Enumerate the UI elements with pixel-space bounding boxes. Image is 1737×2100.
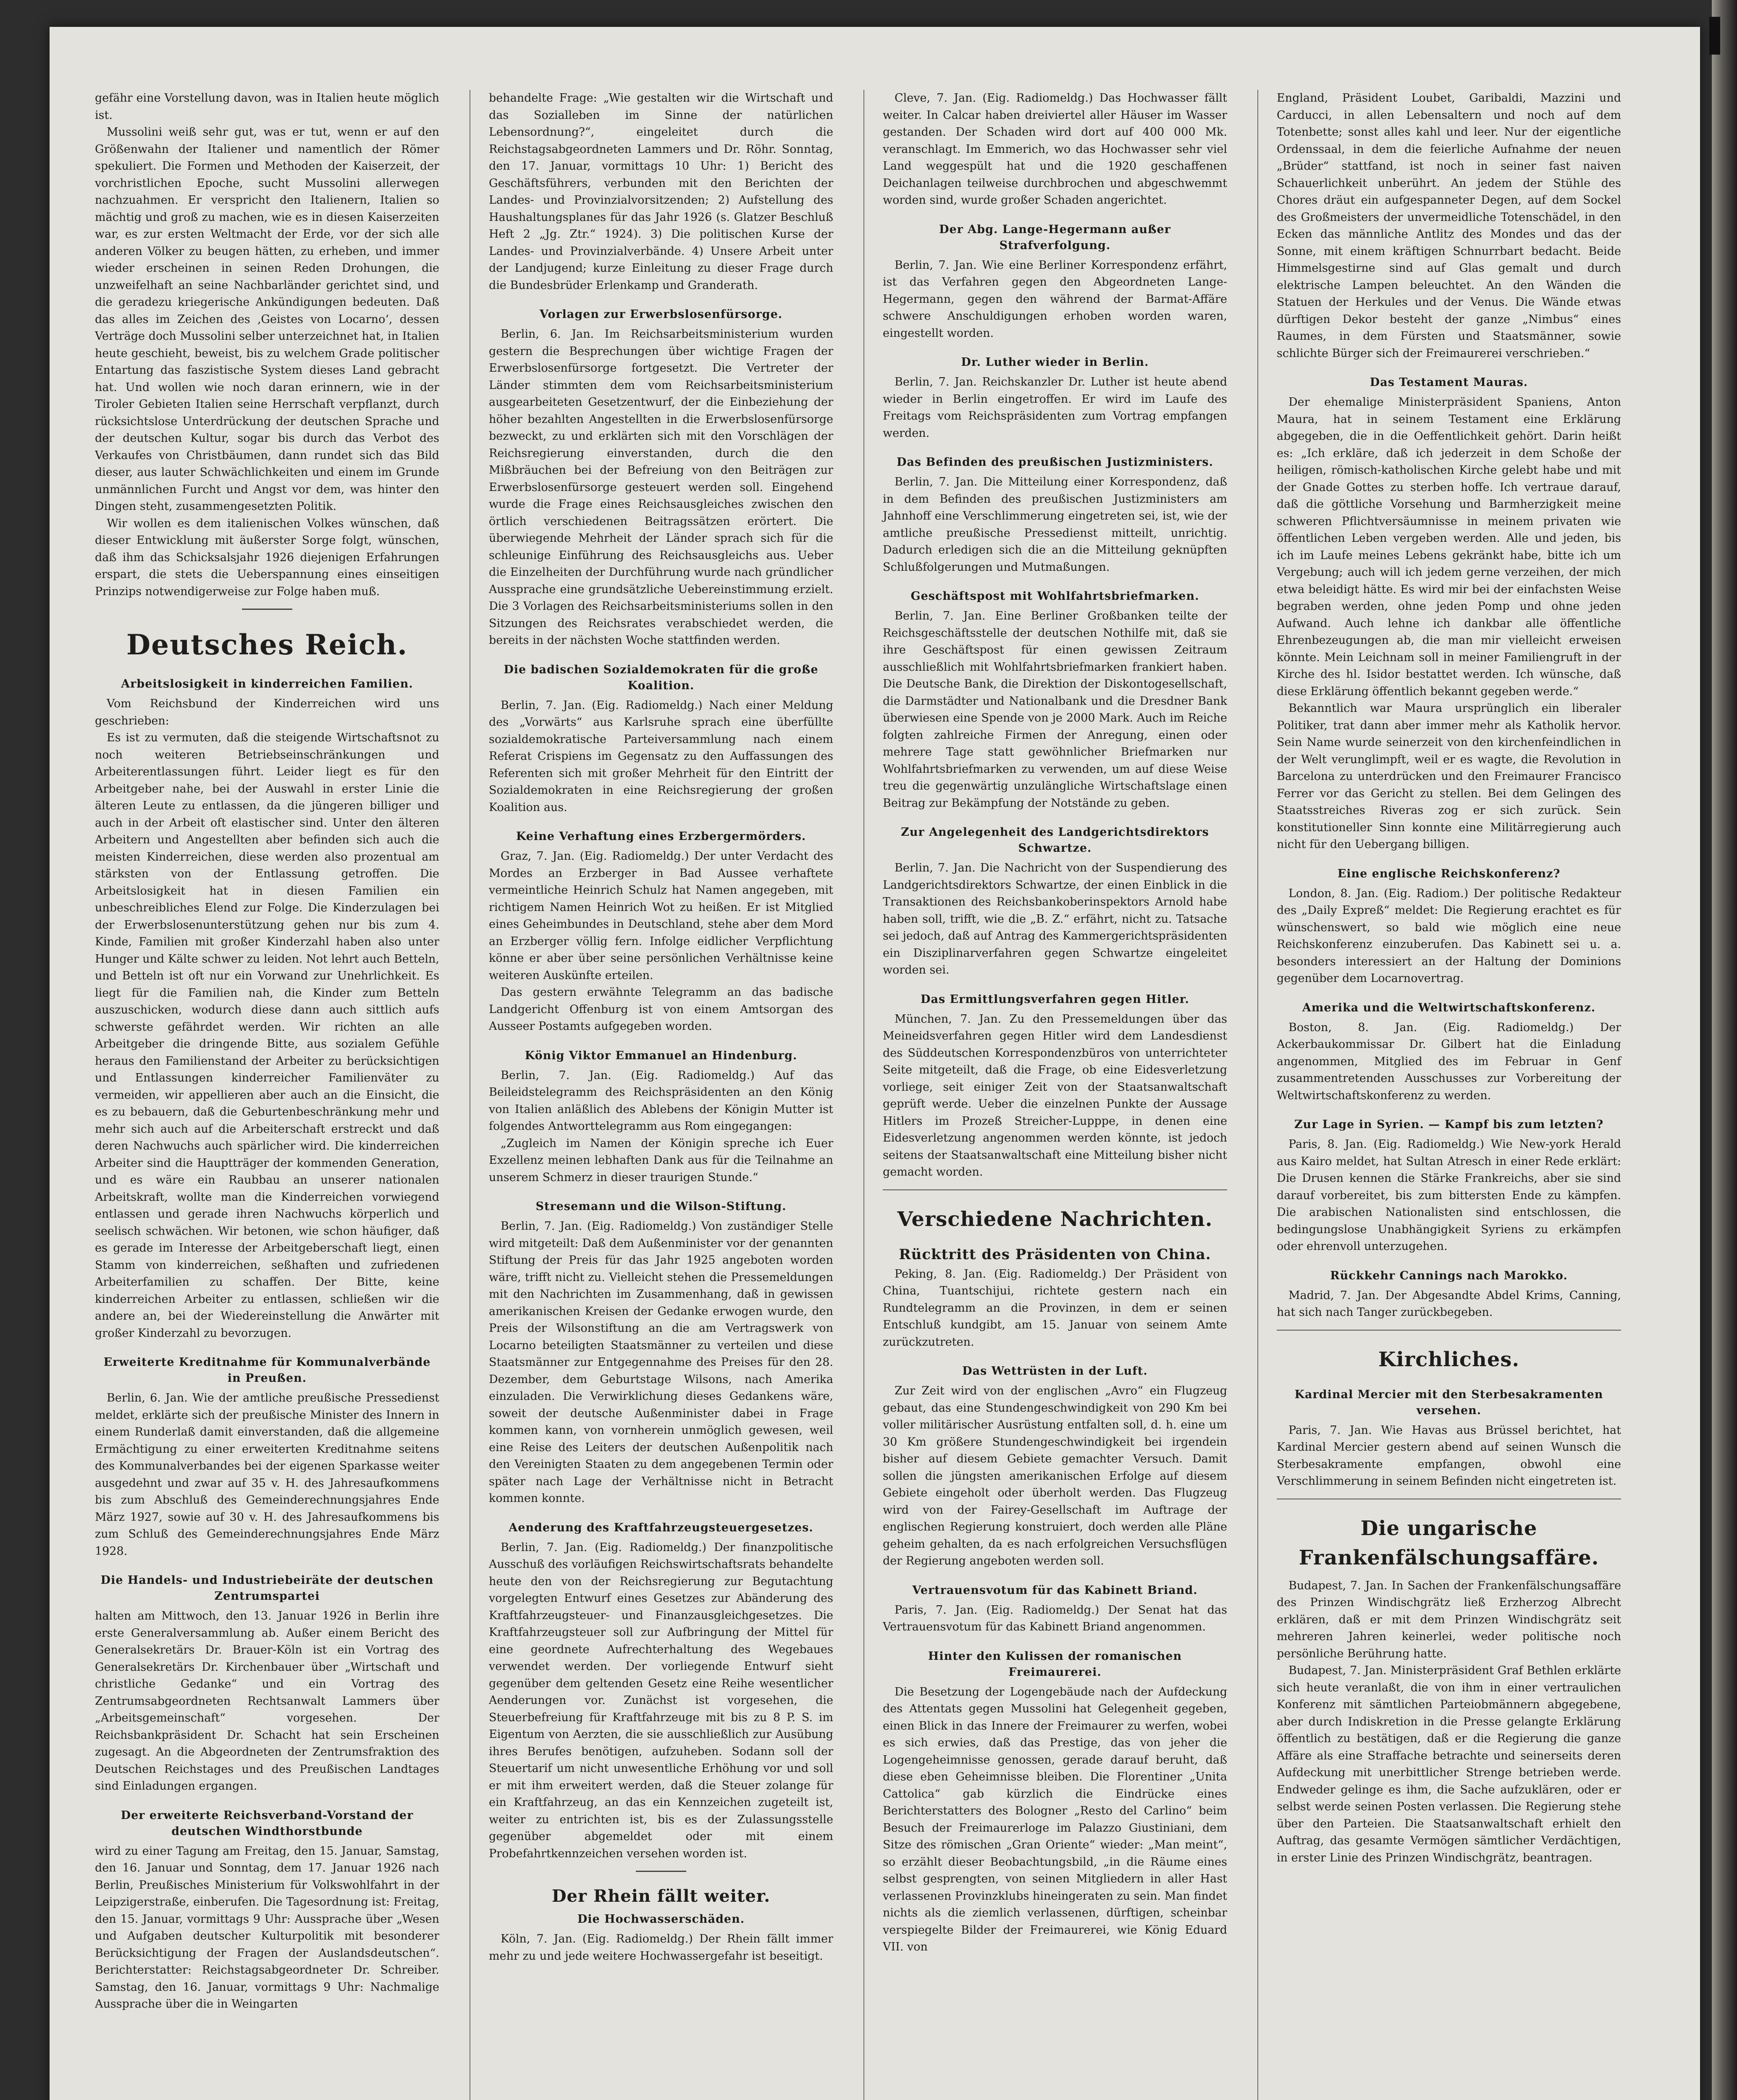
- paragraph: Paris, 7. Jan. (Eig. Radiomeldg.) Der Senat hat das Vertrauensvotum für das Kabinett Briand angenommen.: [883, 1603, 1227, 1633]
- article-subheading: Die Hochwasserschäden.: [577, 1913, 745, 1926]
- paragraph: Es ist zu vermuten, daß die steigende Wirtschaftsnot zu noch weiteren Betriebseinschränkungen und Arbeiterentlassungen führt. Leider liegt es für den Arbeitgeber nahe, bei der Auswahl in erster Linie die älteren Leute zu entlassen, da die jüngeren billiger und auch in der Arbeit oft elastischer sind. Unter den älteren Arbeitern und Angestellten aber befinden sich auch die meisten Kinderreichen, diese werden also prozentual am stärksten von der Entlassung getroffen. Die Arbeitslosigkeit hat in diesen Familien ein unbeschreibliches Elend zur Folge. Die Kinderzulagen bei der Erwerbslosenunterstützung gehen nur bis zum 4. Kinde, Familien mit großer Kinderzahl haben also unter Hunger und Kälte schwer zu leiden. Not lehrt auch Betteln, und Betteln ist oft nur ein Vorwand zur Unehrlichkeit. Es liegt für die Familien nah, die Kinder zum Betteln auszuschicken, wodurch diese dann auch sittlich aufs schwerste gefährdet werden. Wir richten an alle Arbeitgeber die dringende Bitte, aus sozialem Gefühle heraus den Familienstand der Arbeiter zu berücksichtigen und Entlassungen kinderreicher Familienväter zu vermeiden, wir appellieren aber auch an die Einsicht, die es zu bebauern, daß die Geburtenbeschränkung mehr und mehr sich auch auf die Arbeiterschaft erstreckt und daß deren Nachwuchs auch spärlicher wird. Die kinderreichen Arbeiter sind die Hauptträger der kommenden Generation, und es wäre ein Raubbau an unserer nationalen Arbeitskraft, wollte man die Kinderreichen vorwiegend entlassen und gerade ihren Nachwuchs körperlich und seelisch schwächen. Wir betonen, wie schon häufiger, daß es gerade im Interesse der Arbeitgeberschaft liegt, einen Stamm von kinderreichen, seßhaften und zufriedenen Arbeiterfamilien zu schaffen. Der Bitte, keine kinderreichen Arbeiter zu entlassen, schließen wir die andere an, bei der Wiedereinstellung die Anwärter mit großer Kinderzahl zu bevorzugen.: [95, 731, 439, 1340]
- paragraph: Budapest, 7. Jan. In Sachen der Frankenfälschungsaffäre des Prinzen Windischgrätz ließ Erzherzog Albrecht erklären, daß er mit dem Prinzen Windischgrätz seit mehreren Jahren keinerlei, weder politische noch persönliche Berührung hatte.: [1277, 1579, 1621, 1660]
- article-heading: Arbeitslosigkeit in kinderreichen Familien.: [121, 677, 413, 690]
- article-heading: Der Abg. Lange-Hegermann außer Strafverfolgung.: [939, 223, 1171, 252]
- separator: [242, 609, 292, 610]
- paragraph: Madrid, 7. Jan. Der Abgesandte Abdel Krims, Canning, hat sich nach Tanger zurückbegeben.: [1277, 1289, 1621, 1319]
- article-heading: Aenderung des Kraftfahrzeugsteuergesetzes.: [509, 1521, 813, 1534]
- paragraph: Berlin, 7. Jan. (Eig. Radiomeldg.) Von zuständiger Stelle wird mitgeteilt: Daß dem Außenminister vor der genannten Stiftung der Preis für das Jahr 1925 angeboten worden wäre, trifft nicht zu. Vielleicht stehen die Pressemeldungen mit den Nachrichten im Zusammenhang, daß in gewissen amerikanischen Kreisen der Gedanke erwogen wurde, den Preis der Wilsonstiftung an die am Vertragswerk von Locarno beteiligten Staatsmänner zu verteilen und diese Staatsmänner zur Entgegennahme des Preises für den 28. Dezember, dem Geburtstage Wilsons, nach Amerika einzuladen. Die Verwirklichung dieses Gedankens wäre, soweit der deutsche Außenminister dabei in Frage kommen kann, von vornherein unmöglich gewesen, weil eine Reise des Leiters der deutschen Außenpolitik nach den Vereinigten Staaten zu dem angegebenen Termin oder später nach Lage der Verhältnisse nicht in Betracht kommen konnte.: [489, 1220, 833, 1505]
- column-rule: [1257, 90, 1258, 2100]
- article-heading: Keine Verhaftung eines Erzbergermörders.: [516, 830, 806, 843]
- paragraph: Berlin, 7. Jan. Die Nachricht von der Suspendierung des Landgerichtsdirektors Schwartze, der einen Einblick in die Transaktionen des Reichsbankoberinspektors Arnold habe haben soll, trifft, wie die „B. Z.“ erfährt, nicht zu. Tatsache sei jedoch, daß auf Antrag des Kammergerichtspräsidenten ein Disziplinarverfahren gegen Schwartze eingeleitet worden sei.: [883, 861, 1227, 976]
- paragraph: Die Besetzung der Logengebäude nach der Aufdeckung des Attentats gegen Mussolini hat Gelegenheit gegeben, einen Blick in das Innere der Freimaurer zu werfen, wobei es sich erwies, daß das Prestige, das von jeher die Logengeheimnisse genossen, gerade darauf beruht, daß diese eben Geheimnisse bleiben. Die Florentiner „Unita Cattolica“ gab kürzlich die Eindrücke eines Berichterstatters des Bologner „Resto del Carlino“ beim Besuch der Freimaurerloge im Palazzo Giustiniani, dem Sitze des römischen „Gran Oriente“ wieder: „Man meint“, so erzählt dieser Beobachtungsbild, „in die Räume eines selbst gesprengten, von seinen Mitgliedern in aller Hast verlassenen Provinzklubs hineingeraten zu sein. Man findet nichts als die ziemlich verlassenen, dürftigen, scheinbar verspiegelte Bilder der Freimaurerei, wie König Eduard VII. von: [883, 1685, 1227, 1953]
- paragraph: wird zu einer Tagung am Freitag, den 15. Januar, Samstag, den 16. Januar und Sonntag, dem 17. Januar 1926 nach Berlin, Preußisches Ministerium für Volkswohlfahrt in der Leipzigerstraße, einberufen. Die Tagesordnung ist: Freitag, den 15. Januar, vormittags 9 Uhr: Aussprache über „Wesen und Aufgaben deutscher Kulturpolitik mit besonderer Berücksichtigung der Fragen der Auslandsdeutschen“. Berichterstatter: Reichstagsabgeordneter Dr. Schreiber. Samstag, den 16. Januar, vormittags 9 Uhr: Nachmalige Aussprache über die in Weingarten: [95, 1844, 439, 2011]
- paragraph: Paris, 8. Jan. (Eig. Radiomeldg.) Wie New-york Herald aus Kairo meldet, hat Sultan Atresch in einer Rede erklärt: Die Drusen kennen die Stärke Frankreichs, aber sie sind darauf vorbereitet, bis zum bittersten Ende zu kämpfen. Die arabischen Nationalisten sind entschlossen, die bedingungslose Unabhängigkeit Syriens zu erkämpfen oder ehrenvoll unterzugehen.: [1277, 1138, 1621, 1253]
- paragraph: Berlin, 7. Jan. Die Mitteilung einer Korrespondenz, daß in dem Befinden des preußischen Justizministers am Jahnhoff eine Verschlimmerung eingetreten sei, ist, wie der amtliche preußische Pressedienst mitteilt, unrichtig. Dadurch erledigen sich die an die Mitteilung geknüpften Schlußfolgerungen und Mutmaßungen.: [883, 475, 1227, 574]
- paragraph: Berlin, 7. Jan. Eine Berliner Großbanken teilte der Reichsgeschäftsstelle der deutschen Nothilfe mit, daß sie ihre Geschäftspost für einen gewissen Zeitraum ausschließlich mit Wohlfahrtsbriefmarken frankiert haben. Die Deutsche Bank, die Direktion der Diskontogesellschaft, die Darmstädter und Nationalbank und die Dresdner Bank überwiesen eine Spende von je 2000 Mark. Auch im Reiche folgten zahlreiche Firmen der Anregung, einen oder mehrere Tage statt gewöhnlicher Briefmarken nur Wohlfahrtsbriefmarken zu verwenden, um auf diese Weise treu die gegenwärtig unzulängliche Wirtschaftslage einen Beitrag zur Bekämpfung der Notstände zu geben.: [883, 609, 1227, 810]
- paragraph: Budapest, 7. Jan. Ministerpräsident Graf Bethlen erklärte sich heute veranlaßt, die von ihm in einer vertraulichen Konferenz mit sämtlichen Parteiobmännern abgegebene, aber durch Indiskretion in die Presse gelangte Erklärung öffentlich zu bestätigen, daß er die Regierung die ganze Affäre als eine Straffache betrachte und seinerseits deren Aufdeckung mit unerbittlicher Strenge betrieben werde. Endweder gelinge es ihm, die Sache aufzuklären, oder er selbst werde seinen Posten verlassen. Die Regierung stehe über den Parteien. Die Staatsanwaltschaft erhielt den Auftrag, das gesamte Vermögen sämtlicher Verdächtigen, in erster Linie des Prinzen Windischgrätz, beantragen.: [1277, 1664, 1621, 1864]
- section-heading: Der Rhein fällt weiter.: [551, 1886, 771, 1906]
- article-heading: Vorlagen zur Erwerbslosenfürsorge.: [539, 308, 783, 321]
- paragraph: „Zugleich im Namen der Königin spreche ich Euer Exzellenz meinen lebhaften Dank aus für die Teilnahme an unserem Schmerz in dieser traurigen Stunde.“: [489, 1137, 833, 1184]
- article-heading: Rücktritt des Präsidenten von China.: [899, 1246, 1211, 1263]
- paragraph: Zur Zeit wird von der englischen „Avro“ ein Flugzeug gebaut, das eine Stundengeschwindigkeit von 290 Km bei voller militärischer Ausrüstung entfalten soll, d. h. eine um 30 Km größere Stundengeschwindigkeit bei irgendein bisher auf diesem Gebiete gemachter Versuch. Damit sollen die jüngsten amerikanischen Erfolge auf diesem Gebiete eingeholt oder überholt werden. Das Flugzeug wird von der Fairey-Gesellschaft im Auftrage der englischen Regierung konstruiert, doch werden alle Pläne geheim gehalten, da es nach erfolgreichen Versuchsflügen der Regierung angeboten werden soll.: [883, 1384, 1227, 1567]
- article-heading: Zur Angelegenheit des Landgerichtsdirektors Schwartze.: [901, 826, 1209, 855]
- article-heading: Das Testament Mauras.: [1370, 376, 1528, 389]
- paragraph: London, 8. Jan. (Eig. Radiom.) Der politische Redakteur des „Daily Expreß“ meldet: Die Regierung erachtet es für wünschenswert, so bald wie möglich eine neue Reichskonferenz einzuberufen. Das Kabinett sei u. a. besonders interessiert an der Haltung der Dominions gegenüber dem Locarnovertrag.: [1277, 887, 1621, 985]
- paragraph: Peking, 8. Jan. (Eig. Radiomeldg.) Der Präsident von China, Tuantschijui, richtete gestern nach ein Rundtelegramm an die Provinzen, in dem er seinen Entschluß kundgibt, am 15. Januar von seinem Amte zurückzutreten.: [883, 1267, 1227, 1349]
- separator: [636, 1871, 686, 1872]
- paragraph: halten am Mittwoch, den 13. Januar 1926 in Berlin ihre erste Generalversammlung ab. Außer einem Bericht des Generalsekretärs Dr. Brauer-Köln ist ein Vortrag des Generalsekretärs Dr. Kirchenbauer über „Wirtschaft und christliche Gedanke“ und ein Vortrag des Zentrumsabgeordneten Rechtsanwalt Lammers über „Arbeitsgemeinschaft“ vorgesehen. Der Reichsbankpräsident Dr. Schacht hat sein Erscheinen zugesagt. An die Abgeordneten der Zentrumsfraktion des Deutschen Reichstages und des Preußischen Landtages sind Einladungen ergangen.: [95, 1609, 439, 1793]
- section-heading: Kirchliches.: [1378, 1347, 1520, 1371]
- column-3: [883, 90, 1227, 1956]
- paragraph: Berlin, 7. Jan. (Eig. Radiomeldg.) Der finanzpolitische Ausschuß des vorläufigen Reichswirtschaftsrats behandelte heute den von der Reichsregierung zur Begutachtung vorgelegten Entwurf eines Gesetzes zur Abänderung des Kraftfahrzeugsteuer- und Finanzausgleichgesetzes. Die Kraftfahrzeugsteuer soll zur Aufbringung der Mittel für eine geordnete Aufrechterhaltung des Wegebaues verwendet werden. Der vorliegende Entwurf sieht gegenüber dem geltenden Gesetz eine Reihe wesentlicher Aenderungen vor. Zunächst ist vorgesehen, die Steuerbefreiung für Kraftfahrzeuge mit bis zu 8 P. S. im Eigentum von Aerzten, die sie ausschließlich zur Ausübung ihres Berufes benötigen, aufzuheben. Sodann soll der Steuertarif um nicht unwesentliche Erhöhung vor und soll er mit ihm erweitert werden, daß die Steuer zolange für ein Kraftfahrzeug, an das ein Kennzeichen zugeteilt ist, weiter zu entrichten ist, bis es der Zulassungsstelle gegenüber abgemeldet oder mit einem Probefahrtkennzeichen versehen worden ist.: [489, 1541, 833, 1860]
- article-heading: Das Befinden des preußischen Justizministers.: [897, 456, 1213, 469]
- paragraph: Wir wollen es dem italienischen Volkes wünschen, daß dieser Entwicklung mit äußerster Sorge folgt, wünschen, daß ihm das Schicksalsjahr 1926 diejenigen Erfahrungen erspart, die stets die Ueberspannung eines einseitigen Prinzips notwendigerweise zur Folge haben muß.: [95, 517, 439, 598]
- column-1: [95, 90, 439, 2013]
- paragraph: Bekanntlich war Maura ursprünglich ein liberaler Politiker, trat dann aber immer mehr als Katholik hervor. Sein Name wurde seinerzeit von den kirchenfeindlichen in der Welt verunglimpft, weil er es wagte, die Revolution in Barcelona zu unterdrücken und den Freimaurer Francisco Ferrer vor das Gericht zu stellen. Bei dem Gelingen des Staatsstreiches Riveras zog er sich zurück. Sein konstitutioneller Sinn konnte eine Militärregierung auch nicht für den Uebergang billigen.: [1277, 702, 1621, 851]
- section-heading: Die ungarische Frankenfälschungsaffäre.: [1299, 1516, 1599, 1570]
- article-heading: Der erweiterte Reichsverband-Vorstand der deutschen Windthorstbunde: [121, 1809, 414, 1838]
- article-heading: König Viktor Emmanuel an Hindenburg.: [525, 1049, 798, 1062]
- paragraph: Mussolini weiß sehr gut, was er tut, wenn er auf den Größenwahn der Italiener und namentlich der Römer spekuliert. Die Formen und Methoden der Kaiserzeit, der vorchristlichen Epoche, sucht Mussolini allerwegen nachzuahmen. Er verspricht den Italienern, Italien so mächtig und groß zu machen, wie es in diesen Kaiserzeiten war, es zur ersten Weltmacht der Erde, vor der sich alle anderen Völker zu beugen hätten, zu erheben, und immer wieder erscheinen in seinen Reden Drohungen, die unzweifelhaft an seine Nachbarländer gerichtet sind, und die geradezu kriegerische Ankündigungen bedeuten. Daß das alles im Zeichen des ‚Geistes von Locarno‘, dessen Verträge doch Mussolini selber unterzeichnet hat, in Italien heute geschieht, beweist, bis zu welchem Grade politischer Entartung das faszistische System dieses Land gebracht hat. Und wollen wie noch daran erinnern, wie in der Tiroler Gebieten Italien seine Herrschaft verpflanzt, durch rücksichtslose Unterdrückung der deutschen Sprache und der deutschen Kultur, sogar bis durch das Verbot des Verkaufes von Christbäumen, dann rundet sich das Bild dieser, aus lauter Schwächlichkeiten und einem im Grunde unmännlichen Furcht und Angst vor dem, was hinter den Dingen steht, zusammengesetzten Politik.: [95, 126, 439, 513]
- paragraph: München, 7. Jan. Zu den Pressemeldungen über das Meineidsverfahren gegen Hitler wird dem Landesdienst des Süddeutschen Korrespondenzbüros von unterrichteter Seite mitgeteilt, daß die Frage, ob eine Eidesverletzung vorliege, seit einiger Zeit von der Staatsanwaltschaft geprüft werde. Ueber die einzelnen Punkte der Aussage Hitlers im Prozeß Streicher-Lupppe, in denen eine Eidesverletzung angenommen werden könnte, ist jedoch seitens der Staatsanwaltschaft eine Mitteilung bisher nicht gemacht worden.: [883, 1012, 1227, 1179]
- article-heading: Erweiterte Kreditnahme für Kommunalverbände in Preußen.: [103, 1356, 431, 1385]
- article-heading: Kardinal Mercier mit den Sterbesakramenten versehen.: [1294, 1388, 1603, 1417]
- article-heading: Das Wettrüsten in der Luft.: [962, 1365, 1148, 1378]
- article-heading: Das Ermittlungsverfahren gegen Hitler.: [921, 992, 1189, 1006]
- article-heading: Rückkehr Cannings nach Marokko.: [1330, 1269, 1568, 1282]
- section-heading: Verschiedene Nachrichten.: [897, 1207, 1213, 1231]
- paragraph: Berlin, 6. Jan. Wie der amtliche preußische Pressedienst meldet, erklärte sich der preußische Minister des Innern in einem Runderlaß damit einverstanden, daß die allgemeine Ermächtigung zu einer erweiterten Kreditnahme seitens des Kommunalverbandes bei der eigenen Sparkasse weiter ausgedehnt und zwar auf 35 v. H. des Jahresaufkommens bis zum Abschluß des Gemeinderechnungsjahres Ende März 1927, sowie auf 30 v. H. des Jahresaufkommens bis zum Schluß des Gemeinderechnungsjahres Ende März 1928.: [95, 1391, 439, 1558]
- paragraph: Der ehemalige Ministerpräsident Spaniens, Anton Maura, hat in seinem Testament eine Erklärung abgegeben, die in die Oeffentlichkeit gehört. Darin heißt es: „Ich erkläre, daß ich jederzeit in dem Schoße der heiligen, römisch-katholischen Kirche gelebt habe und mit der Gnade Gottes zu sterben hoffe. Ich vertraue darauf, daß die göttliche Vorsehung und Barmherzigkeit meine schweren Pflichtversäumnisse in meinem privaten wie öffentlichen Leben vergeben werden. Alle und jeden, bis ich im Laufe meines Lebens gekränkt habe, bitte ich um Vergebung; auch will ich jedem gerne verzeihen, der mich etwa beleidigt hätte. Es wird mir bei der einfachsten Weise begraben werden, ohne jeden Pomp und ohne jeden Aufwand. Auch lehne ich dankbar alle öffentliche Ehrenbezeugungen ab, die man mir vielleicht erweisen könnte. Mein Leichnam soll in meiner Familiengruft in der Kirche des hl. Isidor bestattet werden. Ich wünsche, daß diese Erklärung öffentlich bekannt gegeben werde.“: [1277, 396, 1621, 698]
- paragraph: Das gestern erwähnte Telegramm an das badische Landgericht Offenburg ist von einem Amtsorgan des Ausseer Postamts aufgegeben worden.: [489, 986, 833, 1033]
- paragraph: Boston, 8. Jan. (Eig. Radiomeldg.) Der Ackerbaukommissar Dr. Gilbert hat die Einladung angenommen, Mitglied des im Februar in Genf zusammentretenden Ausschusses zur Vorbereitung der Weltwirtschaftskonferenz zu werden.: [1277, 1021, 1621, 1102]
- paragraph: Cleve, 7. Jan. (Eig. Radiomeldg.) Das Hochwasser fällt weiter. In Calcar haben dreiviertel aller Häuser im Wasser gestanden. Der Schaden wird dort auf 400 000 Mk. veranschlagt. Im Emmerich, wo das Hochwasser sehr viel Land weggespült hat und die 1920 geschaffenen Deichanlagen teilweise durchbrochen und abgeschwemmt worden sind, wurde großer Schaden angerichtet.: [883, 92, 1227, 207]
- column-rule: [863, 90, 864, 2100]
- newspaper-page: [50, 27, 1700, 2100]
- paragraph: Köln, 7. Jan. (Eig. Radiomeldg.) Der Rhein fällt immer mehr zu und jede weitere Hochwassergefahr ist beseitigt.: [489, 1932, 833, 1963]
- scanner-edge: [1712, 0, 1737, 2100]
- paragraph: behandelte Frage: „Wie gestalten wir die Wirtschaft und das Sozialleben im Sinne der natürlichen Lebensordnung?“, eingeleitet durch die Reichstagsabgeordneten Lammers und Dr. Röhr. Sonntag, den 17. Januar, vormittags 10 Uhr: 1) Bericht des Geschäftsführers, verbunden mit den Berichten der Landes- und Provinzialvorsitzenden; 2) Aufstellung des Haushaltungsplanes für das Jahr 1926 (s. Glatzer Beschluß Heft 2 „Jg. Ztr.“ 1924). 3) Die politischen Kurse der Landes- und Provinzialverbände. 4) Unsere Arbeit unter der Landjugend; kurze Einleitung zu dieser Frage durch die Bundesbrüder Erlenkamp und Granderath.: [489, 92, 833, 292]
- column-2: [489, 90, 833, 1965]
- scanner-clip: [1709, 17, 1720, 55]
- article-heading: Hinter den Kulissen der romanischen Freimaurerei.: [928, 1649, 1182, 1679]
- article-heading: Vertrauensvotum für das Kabinett Briand.: [912, 1583, 1198, 1597]
- separator: [883, 1189, 1227, 1190]
- column-4: [1277, 90, 1621, 1866]
- paragraph: Berlin, 7. Jan. Wie eine Berliner Korrespondenz erfährt, ist das Verfahren gegen den Abgeordneten Lange-Hegermann, gegen den während der Barmat-Affäre schwere Anschuldigungen erhoben worden waren, eingestellt worden.: [883, 258, 1227, 340]
- article-heading: Eine englische Reichskonferenz?: [1337, 867, 1561, 880]
- paragraph: England, Präsident Loubet, Garibaldi, Mazzini und Carducci, in allen Lebensaltern und noch auf dem Totenbette; sonst alles kahl und leer. Nur der eigentliche Ordenssaal, in dem die feierliche Aufnahme der neuen „Brüder“ stattfand, ist noch in seiner fast naiven Schauerlichkeit unberührt. An jedem der Stühle des Chores dräut ein aufgespanneter Degen, auf dem Sockel des Großmeisters der unvermeidliche Totenschädel, in den Ecken das männliche Antlitz des Mondes und das der Sonne, mit einem kräftigen Schnurrbart bedacht. Beide Himmelsgestirne sind auf Glas gemalt und durch elektrische Lampen beleuchtet. An den Wänden die Statuen der Herkules und der Venus. Die Wände etwas dürftigen Dekor besteht der ganze „Nimbus“ eines Raumes, in dem Fürsten und Staatsmänner, sowie schlichte Bürger sich der Freimaurerei verschrieben.“: [1277, 92, 1621, 360]
- article-heading: Die Handels- und Industriebeiräte der deutschen Zentrumspartei: [100, 1574, 434, 1603]
- paragraph: gefähr eine Vorstellung davon, was in Italien heute möglich ist.: [95, 92, 439, 122]
- article-heading: Die badischen Sozialdemokraten für die große Koalition.: [504, 663, 819, 692]
- paragraph: Vom Reichsbund der Kinderreichen wird uns geschrieben:: [95, 697, 439, 727]
- article-heading: Geschäftspost mit Wohlfahrtsbriefmarken.: [910, 590, 1199, 603]
- article-heading: Stresemann und die Wilson-Stiftung.: [535, 1200, 787, 1213]
- separator: [1277, 1330, 1621, 1331]
- paragraph: Berlin, 7. Jan. Reichskanzler Dr. Luther ist heute abend wieder in Berlin eingetroffen. Er wird im Laufe des Freitags vom Reichspräsidenten zum Vortrag empfangen werden.: [883, 375, 1227, 440]
- article-heading: Zur Lage in Syrien. — Kampf bis zum letzten?: [1294, 1118, 1604, 1131]
- section-heading: Deutsches Reich.: [126, 628, 408, 661]
- paragraph: Berlin, 7. Jan. (Eig. Radiomeldg.) Auf das Beileidstelegramm des Reichspräsidenten an den König von Italien anläßlich des Ablebens der Königin Mutter ist folgendes Antworttelegramm aus Rom eingegangen:: [489, 1068, 833, 1133]
- paragraph: Berlin, 7. Jan. (Eig. Radiomeldg.) Nach einer Meldung des „Vorwärts“ aus Karlsruhe sprach eine überfüllte sozialdemokratische Parteiversammlung nach einem Referat Crispiens im Gegensatz zu den Auffassungen des Referenten sich mit großer Mehrheit für den Eintritt der Sozialdemokraten in eine Reichsregierung der großen Koalition aus.: [489, 698, 833, 814]
- paragraph: Graz, 7. Jan. (Eig. Radiomeldg.) Der unter Verdacht des Mordes an Erzberger in Bad Aussee verhaftete vermeintliche Heinrich Schulz hat Namen angegeben, mit richtigem Namen Heinrich Wot zu heißen. Er ist Mitglied eines Geheimbundes in Deutschland, stehe aber dem Mord an Erzberger völlig fern. Infolge eidlicher Verpflichtung könne er aber über seine persönlichen Verhältnisse keine weiteren Auskünfte erteilen.: [489, 850, 833, 982]
- article-heading: Dr. Luther wieder in Berlin.: [961, 356, 1149, 369]
- paragraph: Paris, 7. Jan. Wie Havas aus Brüssel berichtet, hat Kardinal Mercier gestern abend auf seinen Wunsch die Sterbesakramente empfangen, obwohl eine Verschlimmerung in seinem Befinden nicht eingetreten ist.: [1277, 1423, 1621, 1488]
- article-heading: Amerika und die Weltwirtschaftskonferenz.: [1302, 1001, 1596, 1014]
- paragraph: Berlin, 6. Jan. Im Reichsarbeitsministerium wurden gestern die Besprechungen über wichtige Fragen der Erwerbslosenfürsorge fortgesetzt. Die Vertreter der Länder stimmten dem vom Reichsarbeitsministerium ausgearbeiteten Gesetzentwurf, der die Einbeziehung der höher bezahlten Angestellten in die Erwerbslosenfürsorge bezweckt, zu und erklärten sich mit den Vorschlägen der Reichsregierung einverstanden, durch die den Mißbräuchen bei der Befreiung von den Beiträgen zur Erwerbslosenfürsorge gesteuert werden soll. Eingehend wurde die Frage eines Reichsausgleiches zwischen den örtlich verschiedenen Beitragssätzen erörtert. Die überwiegende Mehrheit der Länder sprach sich für die schleunige Einführung des Reichsausgleichs aus. Ueber die Einzelheiten der Durchführung wurde nach gründlicher Aussprache eine grundsätzliche Uebereinstimmung erzielt. Die 3 Vorlagen des Reichsarbeitsministeriums sollen in den Sitzungen des Reichsrates verabschiedet werden, die bereits in der nächsten Woche stattfinden werden.: [489, 328, 833, 647]
